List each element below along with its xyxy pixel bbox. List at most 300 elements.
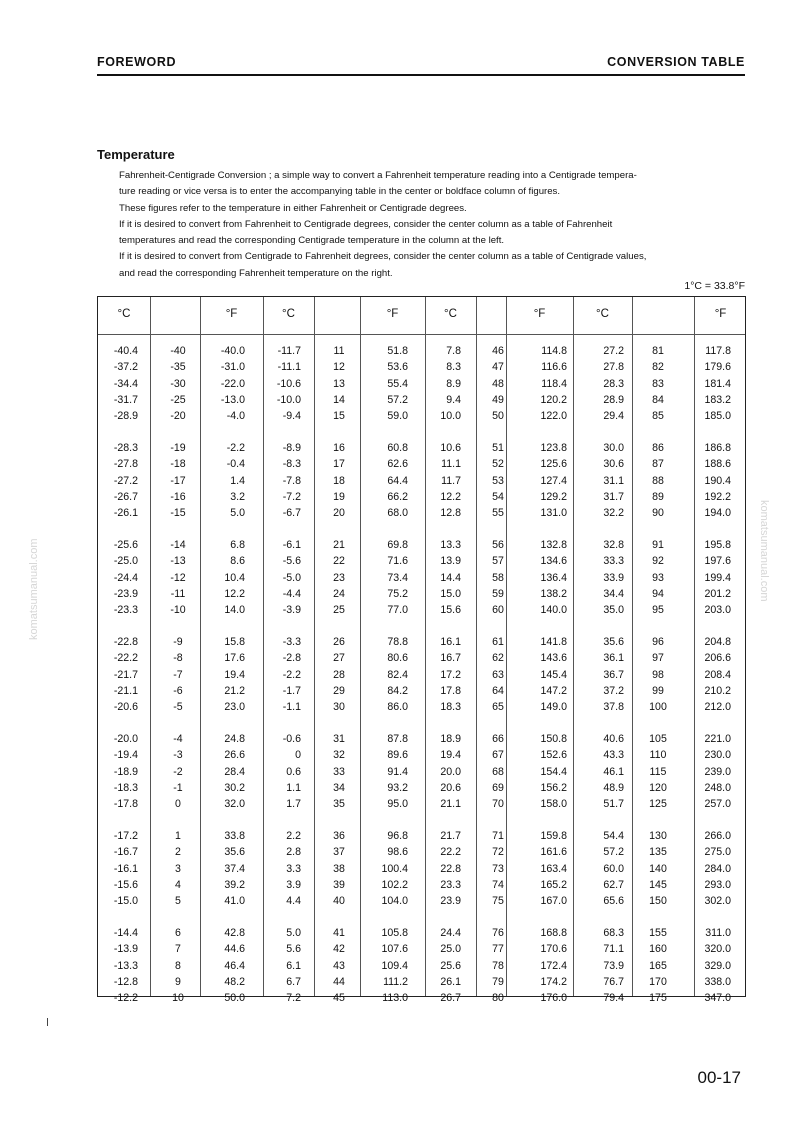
fahrenheit-value: 41.0 bbox=[224, 895, 245, 908]
fahrenheit-value: -31.0 bbox=[220, 361, 245, 374]
column-separator bbox=[314, 297, 315, 996]
column-header: °C bbox=[444, 308, 457, 320]
celsius-value: 48.9 bbox=[603, 781, 624, 794]
celsius-value: -1.7 bbox=[282, 684, 301, 697]
celsius-value: 18.9 bbox=[440, 733, 461, 745]
celsius-value: 32.2 bbox=[603, 507, 624, 520]
celsius-value: 13.9 bbox=[440, 555, 461, 568]
reference-value: 13 bbox=[333, 377, 345, 390]
fahrenheit-value: 199.4 bbox=[704, 571, 731, 584]
reference-value: 15 bbox=[333, 410, 345, 423]
fahrenheit-value: 105.8 bbox=[381, 927, 408, 939]
reference-value: 86 bbox=[652, 442, 664, 454]
fahrenheit-value: 143.6 bbox=[540, 652, 567, 665]
fahrenheit-value: 311.0 bbox=[705, 927, 731, 939]
reference-value: 7 bbox=[175, 943, 181, 956]
celsius-value: 71.1 bbox=[603, 943, 624, 956]
fahrenheit-value: 23.0 bbox=[224, 701, 245, 714]
fahrenheit-value: 50.0 bbox=[224, 992, 245, 1005]
fahrenheit-value: 30.2 bbox=[224, 781, 245, 794]
celsius-value: 29.4 bbox=[603, 410, 624, 423]
fahrenheit-value: 186.8 bbox=[704, 442, 731, 454]
reference-value: 160 bbox=[649, 943, 667, 956]
reference-value: 47 bbox=[492, 361, 504, 374]
reference-value: -5 bbox=[173, 701, 183, 714]
reference-value: 73 bbox=[492, 862, 504, 875]
fahrenheit-value: 37.4 bbox=[224, 862, 245, 875]
celsius-value: 18.3 bbox=[440, 701, 461, 714]
header-divider bbox=[98, 334, 745, 335]
celsius-value: 21.7 bbox=[440, 830, 461, 842]
celsius-value: -18.9 bbox=[113, 765, 138, 778]
fahrenheit-value: 206.6 bbox=[704, 652, 731, 665]
celsius-value: 27.2 bbox=[603, 345, 624, 357]
intro-line: These figures refer to the temperature in either Fahrenheit or Centigrade degrees. bbox=[119, 202, 467, 214]
celsius-value: -1.1 bbox=[282, 701, 301, 714]
reference-value: 135 bbox=[649, 846, 667, 859]
fahrenheit-value: 221.0 bbox=[704, 733, 731, 745]
fahrenheit-value: 172.4 bbox=[540, 959, 567, 972]
fahrenheit-value: 93.2 bbox=[387, 781, 408, 794]
celsius-value: 21.1 bbox=[440, 798, 461, 811]
celsius-value: -21.7 bbox=[113, 668, 138, 681]
reference-value: 66 bbox=[492, 733, 504, 745]
fahrenheit-value: 185.0 bbox=[704, 410, 731, 423]
reference-value: 33 bbox=[333, 765, 345, 778]
fahrenheit-value: 118.4 bbox=[541, 377, 567, 390]
reference-value: 63 bbox=[492, 668, 504, 681]
fahrenheit-value: 114.8 bbox=[541, 345, 567, 357]
fahrenheit-value: 181.4 bbox=[704, 377, 731, 390]
celsius-value: 43.3 bbox=[603, 749, 624, 762]
celsius-value: 27.8 bbox=[603, 361, 624, 374]
reference-value: 120 bbox=[649, 781, 667, 794]
reference-value: 150 bbox=[649, 895, 667, 908]
celsius-value: -25.6 bbox=[113, 539, 138, 551]
reference-value: -25 bbox=[170, 393, 186, 406]
conversion-table bbox=[97, 296, 746, 1005]
fahrenheit-value: 35.6 bbox=[224, 846, 245, 859]
celsius-value: 36.7 bbox=[603, 668, 624, 681]
reference-value: -19 bbox=[170, 442, 186, 454]
celsius-value: -20.6 bbox=[113, 701, 138, 714]
celsius-value: 37.2 bbox=[603, 684, 624, 697]
celsius-value: 62.7 bbox=[603, 878, 624, 891]
celsius-value: -12.8 bbox=[113, 975, 138, 988]
watermark-right: komatsumanual.com bbox=[758, 500, 770, 602]
reference-value: 4 bbox=[175, 878, 181, 891]
fahrenheit-value: 44.6 bbox=[224, 943, 245, 956]
intro-line: Fahrenheit-Centigrade Conversion ; a simple way to convert a Fahrenheit temperature reading into a Centigrade tempera- bbox=[119, 170, 637, 181]
fahrenheit-value: 284.0 bbox=[704, 862, 731, 875]
celsius-value: 7.8 bbox=[446, 345, 461, 357]
fahrenheit-value: 122.0 bbox=[540, 410, 567, 423]
celsius-value: 23.9 bbox=[440, 895, 461, 908]
reference-value: -40 bbox=[170, 345, 186, 357]
fahrenheit-value: 147.2 bbox=[540, 684, 567, 697]
fahrenheit-value: 320.0 bbox=[704, 943, 731, 956]
reference-value: 110 bbox=[649, 749, 667, 762]
fahrenheit-value: 129.2 bbox=[540, 490, 567, 503]
fahrenheit-value: 10.4 bbox=[224, 571, 245, 584]
fahrenheit-value: 48.2 bbox=[224, 975, 245, 988]
fahrenheit-value: 140.0 bbox=[540, 604, 567, 617]
celsius-value: -26.7 bbox=[113, 490, 138, 503]
fahrenheit-value: 15.8 bbox=[224, 636, 245, 648]
celsius-value: -16.1 bbox=[113, 862, 138, 875]
fahrenheit-value: -22.0 bbox=[220, 377, 245, 390]
celsius-value: -3.3 bbox=[282, 636, 301, 648]
reference-value: 115 bbox=[649, 765, 667, 778]
fahrenheit-value: 113.0 bbox=[382, 992, 408, 1005]
celsius-value: 13.3 bbox=[440, 539, 461, 551]
celsius-value: 22.2 bbox=[440, 846, 461, 859]
fahrenheit-value: 201.2 bbox=[704, 587, 731, 600]
fahrenheit-value: 138.2 bbox=[540, 587, 567, 600]
fahrenheit-value: 77.0 bbox=[387, 604, 408, 617]
celsius-value: -28.9 bbox=[113, 410, 138, 423]
reference-value: 95 bbox=[652, 604, 664, 617]
fahrenheit-value: 190.4 bbox=[704, 474, 731, 487]
intro-line: temperatures and read the corresponding Centigrade temperature in the column at the left. bbox=[119, 235, 505, 247]
reference-value: 19 bbox=[333, 490, 345, 503]
reference-value: 165 bbox=[649, 959, 667, 972]
celsius-value: -40.4 bbox=[113, 345, 138, 357]
reference-value: 8 bbox=[175, 959, 181, 972]
celsius-value: 19.4 bbox=[440, 749, 461, 762]
fahrenheit-value: 98.6 bbox=[387, 846, 408, 859]
fahrenheit-value: 239.0 bbox=[704, 765, 731, 778]
celsius-value: -16.7 bbox=[113, 846, 138, 859]
reference-value: 3 bbox=[175, 862, 181, 875]
fahrenheit-value: 96.8 bbox=[387, 830, 408, 842]
reference-value: -2 bbox=[173, 765, 183, 778]
reference-value: 31 bbox=[333, 733, 345, 745]
celsius-value: -6.7 bbox=[282, 507, 301, 520]
fahrenheit-value: 208.4 bbox=[704, 668, 731, 681]
reference-value: 85 bbox=[652, 410, 664, 423]
column-separator bbox=[150, 297, 151, 996]
celsius-value: -8.9 bbox=[282, 442, 301, 454]
reference-value: 75 bbox=[492, 895, 504, 908]
intro-line: and read the corresponding Fahrenheit temperature on the right. bbox=[119, 267, 393, 279]
reference-value: 67 bbox=[492, 749, 504, 762]
reference-value: 79 bbox=[492, 975, 504, 988]
reference-value: 22 bbox=[333, 555, 345, 568]
fahrenheit-value: 104.0 bbox=[381, 895, 408, 908]
celsius-value: -3.9 bbox=[282, 604, 301, 617]
reference-value: 57 bbox=[492, 555, 504, 568]
fahrenheit-value: 195.8 bbox=[704, 539, 731, 551]
celsius-value: 54.4 bbox=[603, 830, 624, 842]
celsius-value: -20.0 bbox=[113, 733, 138, 745]
reference-value: 55 bbox=[492, 507, 504, 520]
celsius-value: -6.1 bbox=[282, 539, 301, 551]
fahrenheit-value: 136.4 bbox=[540, 571, 567, 584]
celsius-value: 79.4 bbox=[603, 992, 624, 1005]
reference-value: 2 bbox=[175, 846, 181, 859]
celsius-value: 60.0 bbox=[603, 862, 624, 875]
celsius-value: 26.7 bbox=[440, 992, 461, 1005]
celsius-value: 30.0 bbox=[603, 442, 624, 454]
fahrenheit-value: 32.0 bbox=[224, 798, 245, 811]
reference-value: 91 bbox=[652, 539, 664, 551]
reference-value: 48 bbox=[492, 377, 504, 390]
celsius-value: 26.1 bbox=[440, 975, 461, 988]
fahrenheit-value: 5.0 bbox=[230, 507, 245, 520]
fahrenheit-value: 183.2 bbox=[704, 393, 731, 406]
intro-line: If it is desired to convert from Fahrenheit to Centigrade degrees, consider the center column as a table of Fahrenheit bbox=[119, 218, 613, 230]
fahrenheit-value: 141.8 bbox=[540, 636, 567, 648]
reference-value: -20 bbox=[170, 410, 186, 423]
celsius-value: -10.0 bbox=[276, 393, 301, 406]
reference-value: 29 bbox=[333, 684, 345, 697]
reference-value: 58 bbox=[492, 571, 504, 584]
celsius-value: 16.7 bbox=[440, 652, 461, 665]
fahrenheit-value: 123.8 bbox=[540, 442, 567, 454]
fahrenheit-value: 117.8 bbox=[705, 345, 731, 357]
column-separator bbox=[632, 297, 633, 996]
reference-value: -3 bbox=[173, 749, 183, 762]
fahrenheit-value: 19.4 bbox=[224, 668, 245, 681]
reference-value: 27 bbox=[333, 652, 345, 665]
reference-value: 65 bbox=[492, 701, 504, 714]
reference-value: 90 bbox=[652, 507, 664, 520]
celsius-value: 30.6 bbox=[603, 458, 624, 471]
reference-value: 78 bbox=[492, 959, 504, 972]
fahrenheit-value: 24.8 bbox=[224, 733, 245, 745]
reference-value: 46 bbox=[492, 345, 504, 357]
reference-value: 98 bbox=[652, 668, 664, 681]
celsius-value: -10.6 bbox=[276, 377, 301, 390]
fahrenheit-value: 26.6 bbox=[224, 749, 245, 762]
reference-value: 92 bbox=[652, 555, 664, 568]
celsius-value: -17.8 bbox=[113, 798, 138, 811]
celsius-value: 17.2 bbox=[440, 668, 461, 681]
reference-value: 5 bbox=[175, 895, 181, 908]
column-header: °C bbox=[117, 308, 131, 320]
celsius-value: 12.8 bbox=[440, 507, 461, 520]
celsius-value: -8.3 bbox=[282, 458, 301, 471]
reference-value: 17 bbox=[333, 458, 345, 471]
celsius-value: 23.3 bbox=[440, 878, 461, 891]
reference-value: 80 bbox=[492, 992, 504, 1005]
celsius-value: -18.3 bbox=[113, 781, 138, 794]
celsius-value: 31.7 bbox=[603, 490, 624, 503]
fahrenheit-value: 170.6 bbox=[540, 943, 567, 956]
reference-value: 25 bbox=[333, 604, 345, 617]
celsius-value: 3.9 bbox=[286, 878, 301, 891]
reference-value: -14 bbox=[170, 539, 186, 551]
fahrenheit-value: 73.4 bbox=[387, 571, 408, 584]
fahrenheit-value: 197.6 bbox=[704, 555, 731, 568]
celsius-value: 8.9 bbox=[446, 377, 461, 390]
celsius-value: 6.7 bbox=[286, 975, 301, 988]
reference-value: 74 bbox=[492, 878, 504, 891]
reference-value: 81 bbox=[652, 345, 664, 357]
fahrenheit-value: 179.6 bbox=[704, 361, 731, 374]
celsius-value: 32.8 bbox=[603, 539, 624, 551]
fahrenheit-value: 8.6 bbox=[230, 555, 245, 568]
celsius-value: -11.7 bbox=[277, 345, 301, 357]
reference-value: 37 bbox=[333, 846, 345, 859]
fahrenheit-value: 161.6 bbox=[540, 846, 567, 859]
celsius-value: 5.6 bbox=[286, 943, 301, 956]
margin-mark bbox=[47, 1018, 48, 1026]
reference-value: 40 bbox=[333, 895, 345, 908]
fahrenheit-value: 109.4 bbox=[381, 959, 408, 972]
reference-value: 51 bbox=[492, 442, 504, 454]
celsius-value: -7.2 bbox=[282, 490, 301, 503]
reference-value: -1 bbox=[173, 781, 183, 794]
celsius-value: 3.3 bbox=[286, 862, 301, 875]
reference-value: 50 bbox=[492, 410, 504, 423]
celsius-value: 15.6 bbox=[440, 604, 461, 617]
column-header: °C bbox=[596, 308, 609, 320]
celsius-value: 25.0 bbox=[440, 943, 461, 956]
fahrenheit-value: 134.6 bbox=[540, 555, 567, 568]
celsius-value: 34.4 bbox=[603, 587, 624, 600]
celsius-value: -12.2 bbox=[113, 992, 138, 1005]
reference-value: 71 bbox=[492, 830, 504, 842]
fahrenheit-value: 80.6 bbox=[387, 652, 408, 665]
fahrenheit-value: 64.4 bbox=[387, 474, 408, 487]
celsius-value: 46.1 bbox=[603, 765, 624, 778]
celsius-value: -31.7 bbox=[113, 393, 138, 406]
fahrenheit-value: 57.2 bbox=[387, 393, 408, 406]
reference-value: 170 bbox=[649, 975, 667, 988]
celsius-value: 15.0 bbox=[440, 587, 461, 600]
reference-value: 10 bbox=[172, 992, 184, 1005]
celsius-value: -5.0 bbox=[282, 571, 301, 584]
fahrenheit-value: 68.0 bbox=[387, 507, 408, 520]
celsius-value: 1.7 bbox=[286, 798, 301, 811]
celsius-value: -7.8 bbox=[282, 474, 301, 487]
fahrenheit-value: 82.4 bbox=[387, 668, 408, 681]
fahrenheit-value: 210.2 bbox=[704, 684, 731, 697]
celsius-value: -21.1 bbox=[113, 684, 138, 697]
celsius-value: 12.2 bbox=[440, 490, 461, 503]
fahrenheit-value: 17.6 bbox=[224, 652, 245, 665]
fahrenheit-value: 91.4 bbox=[387, 765, 408, 778]
fahrenheit-value: 42.8 bbox=[224, 927, 245, 939]
celsius-value: -11.1 bbox=[277, 361, 301, 374]
reference-value: 38 bbox=[333, 862, 345, 875]
fahrenheit-value: 212.0 bbox=[704, 701, 731, 714]
reference-value: 20 bbox=[333, 507, 345, 520]
celsius-value: -23.9 bbox=[113, 587, 138, 600]
fahrenheit-value: 87.8 bbox=[387, 733, 408, 745]
celsius-value: 9.4 bbox=[446, 393, 461, 406]
reference-value: 53 bbox=[492, 474, 504, 487]
fahrenheit-value: 75.2 bbox=[387, 587, 408, 600]
reference-value: -10 bbox=[170, 604, 186, 617]
reference-value: 59 bbox=[492, 587, 504, 600]
reference-value: 93 bbox=[652, 571, 664, 584]
celsius-value: 0.6 bbox=[286, 765, 301, 778]
fahrenheit-value: 167.0 bbox=[540, 895, 567, 908]
celsius-value: 33.3 bbox=[603, 555, 624, 568]
fahrenheit-value: 204.8 bbox=[704, 636, 731, 648]
reference-value: -13 bbox=[170, 555, 186, 568]
reference-value: 12 bbox=[333, 361, 345, 374]
reference-value: 130 bbox=[649, 830, 667, 842]
celsius-value: 0 bbox=[295, 749, 301, 762]
celsius-value: 37.8 bbox=[603, 701, 624, 714]
reference-value: 1 bbox=[175, 830, 181, 842]
reference-value: 97 bbox=[652, 652, 664, 665]
reference-value: 44 bbox=[333, 975, 345, 988]
celsius-value: -15.6 bbox=[113, 878, 138, 891]
page-number: 00-17 bbox=[697, 1068, 741, 1087]
fahrenheit-value: -4.0 bbox=[226, 410, 245, 423]
fahrenheit-value: 62.6 bbox=[387, 458, 408, 471]
celsius-value: 2.8 bbox=[286, 846, 301, 859]
fahrenheit-value: 159.8 bbox=[540, 830, 567, 842]
fahrenheit-value: 66.2 bbox=[387, 490, 408, 503]
reference-value: 49 bbox=[492, 393, 504, 406]
reference-value: -4 bbox=[173, 733, 183, 745]
celsius-value: -0.6 bbox=[282, 733, 301, 745]
fahrenheit-value: 266.0 bbox=[704, 830, 731, 842]
fahrenheit-value: 60.8 bbox=[387, 442, 408, 454]
celsius-value: 4.4 bbox=[286, 895, 301, 908]
celsius-value: 22.8 bbox=[440, 862, 461, 875]
fahrenheit-value: 158.0 bbox=[540, 798, 567, 811]
reference-value: 60 bbox=[492, 604, 504, 617]
reference-value: 30 bbox=[333, 701, 345, 714]
fahrenheit-value: 59.0 bbox=[387, 410, 408, 423]
column-header: °F bbox=[386, 308, 399, 320]
celsius-value: -24.4 bbox=[113, 571, 138, 584]
fahrenheit-value: 71.6 bbox=[387, 555, 408, 568]
reference-value: -8 bbox=[173, 652, 183, 665]
fahrenheit-value: 102.2 bbox=[381, 878, 408, 891]
celsius-value: 31.1 bbox=[603, 474, 624, 487]
intro-line: ture reading or vice versa is to enter the accompanying table in the center or boldface column of figures. bbox=[119, 186, 561, 198]
celsius-value: 40.6 bbox=[603, 733, 624, 745]
fahrenheit-value: 257.0 bbox=[704, 798, 731, 811]
celsius-value: -27.2 bbox=[113, 474, 138, 487]
reference-value: 145 bbox=[649, 878, 667, 891]
fahrenheit-value: 203.0 bbox=[704, 604, 731, 617]
fahrenheit-value: 1.4 bbox=[230, 474, 245, 487]
fahrenheit-value: 53.6 bbox=[387, 361, 408, 374]
fahrenheit-value: 78.8 bbox=[387, 636, 408, 648]
reference-value: -7 bbox=[173, 668, 183, 681]
reference-value: 28 bbox=[333, 668, 345, 681]
reference-value: 32 bbox=[333, 749, 345, 762]
reference-value: 89 bbox=[652, 490, 664, 503]
fahrenheit-value: 111.2 bbox=[383, 975, 408, 988]
fahrenheit-value: 6.8 bbox=[230, 539, 245, 551]
celsius-value: 8.3 bbox=[446, 361, 461, 374]
celsius-value: 57.2 bbox=[603, 846, 624, 859]
reference-value: 140 bbox=[649, 862, 667, 875]
fahrenheit-value: 150.8 bbox=[540, 733, 567, 745]
reference-value: 9 bbox=[175, 975, 181, 988]
celsius-value: 11.1 bbox=[441, 458, 461, 471]
fahrenheit-value: 12.2 bbox=[224, 587, 245, 600]
fahrenheit-value: 89.6 bbox=[387, 749, 408, 762]
fahrenheit-value: 84.2 bbox=[387, 684, 408, 697]
celsius-value: 33.9 bbox=[603, 571, 624, 584]
fahrenheit-value: 69.8 bbox=[387, 539, 408, 551]
celsius-value: 76.7 bbox=[603, 975, 624, 988]
celsius-value: -25.0 bbox=[113, 555, 138, 568]
fahrenheit-value: 127.4 bbox=[540, 474, 567, 487]
celsius-value: -34.4 bbox=[113, 377, 138, 390]
